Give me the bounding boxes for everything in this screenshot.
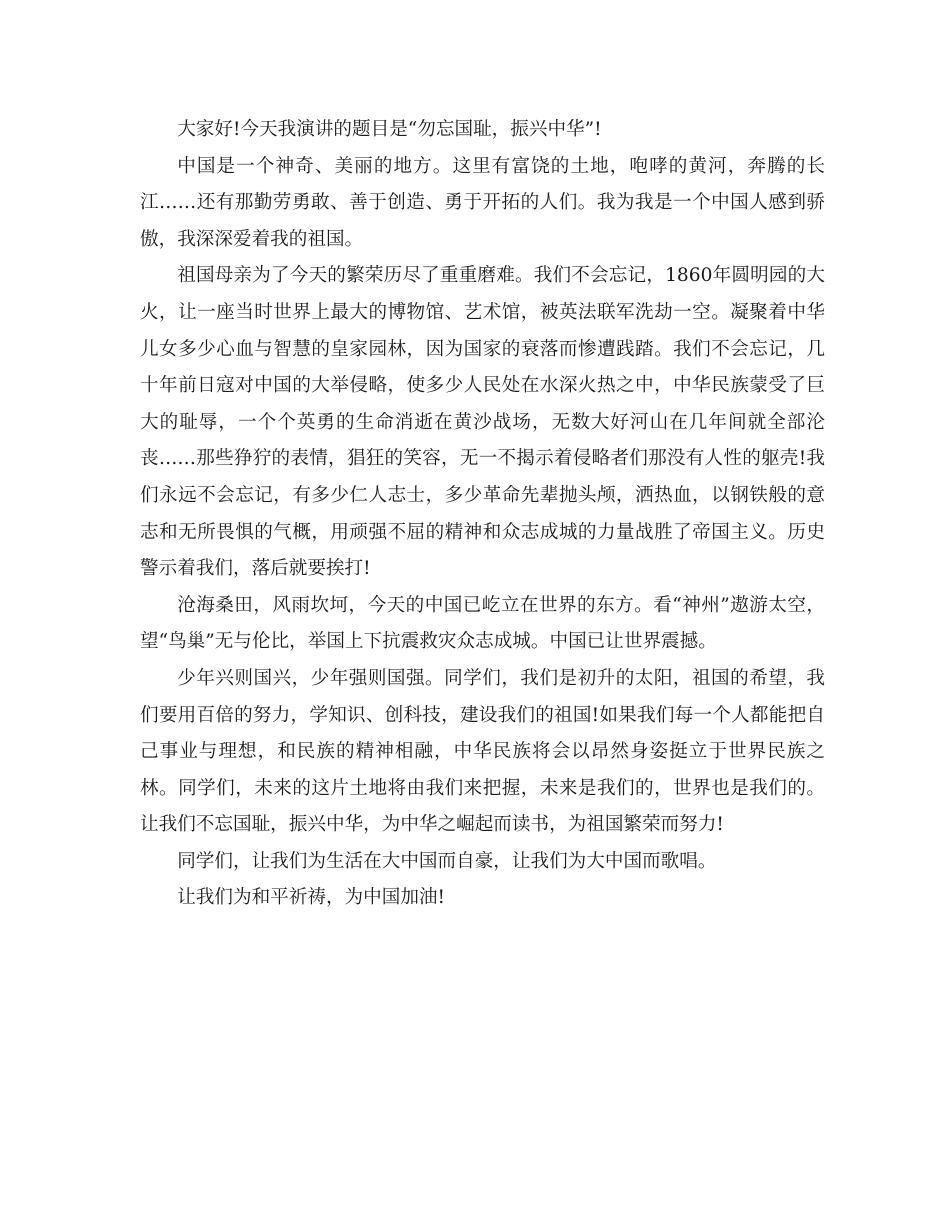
paragraph-modern-china: 沧海桑田，风雨坎坷，今天的中国已屹立在世界的东方。看“神州”遨游太空，望“鸟巢”无与伦比，举国上下抗震救灾众志成城。中国已让世界震撼。: [140, 594, 825, 653]
paragraph-youth: 少年兴则国兴，少年强则国强。同学们，我们是初升的太阳，祖国的希望，我们要用百倍的努力，学知识、创科技，建设我们的祖国!如果我们每一个人都能把自己事业与理想，和民族的精神相融，中华民族将会以昂然身姿挺立于世界民族之林。同学们，未来的这片土地将由我们来把握，未来是我们的，世界也是我们的。让我们不忘国耻，振兴中华，为中华之崛起而读书，为祖国繁荣而努力!: [140, 667, 825, 836]
paragraph-history: 祖国母亲为了今天的繁荣历尽了重重磨难。我们不会忘记，1860年圆明园的大火，让一座当时世界上最大的博物馆、艺术馆，被英法联军洗劫一空。凝聚着中华儿女多少心血与智慧的皇家园林，因为国家的衰落而惨遭践踏。我们不会忘记，几十年前日寇对中国的大举侵略，使多少人民处在水深火热之中，中华民族蒙受了巨大的耻辱，一个个英勇的生命消逝在黄沙战场，无数大好河山在几年间就全部沦丧……那些狰狞的表情，猖狂的笑容，无一不揭示着侵略者们那没有人性的躯壳!我们永远不会忘记，有多少仁人志士，多少革命先辈抛头颅，洒热血，以钢铁般的意志和无所畏惧的气概，用顽强不屈的精神和众志成城的力量战胜了帝国主义。历史警示着我们，落后就要挨打!: [140, 265, 825, 580]
speech-body: [140, 112, 825, 917]
paragraph-pride: 同学们，让我们为生活在大中国而自豪，让我们为大中国而歌唱。: [177, 850, 717, 872]
paragraph-closing: 让我们为和平祈祷，为中国加油!: [177, 887, 445, 909]
paragraph-china-beauty: 中国是一个神奇、美丽的地方。这里有富饶的土地，咆哮的黄河，奔腾的长江……还有那勤劳勇敢、善于创造、勇于开拓的人们。我为我是一个中国人感到骄傲，我深深爱着我的祖国。: [140, 155, 825, 250]
paragraph-greeting: 大家好!今天我演讲的题目是“勿忘国耻，振兴中华”!: [177, 119, 602, 140]
